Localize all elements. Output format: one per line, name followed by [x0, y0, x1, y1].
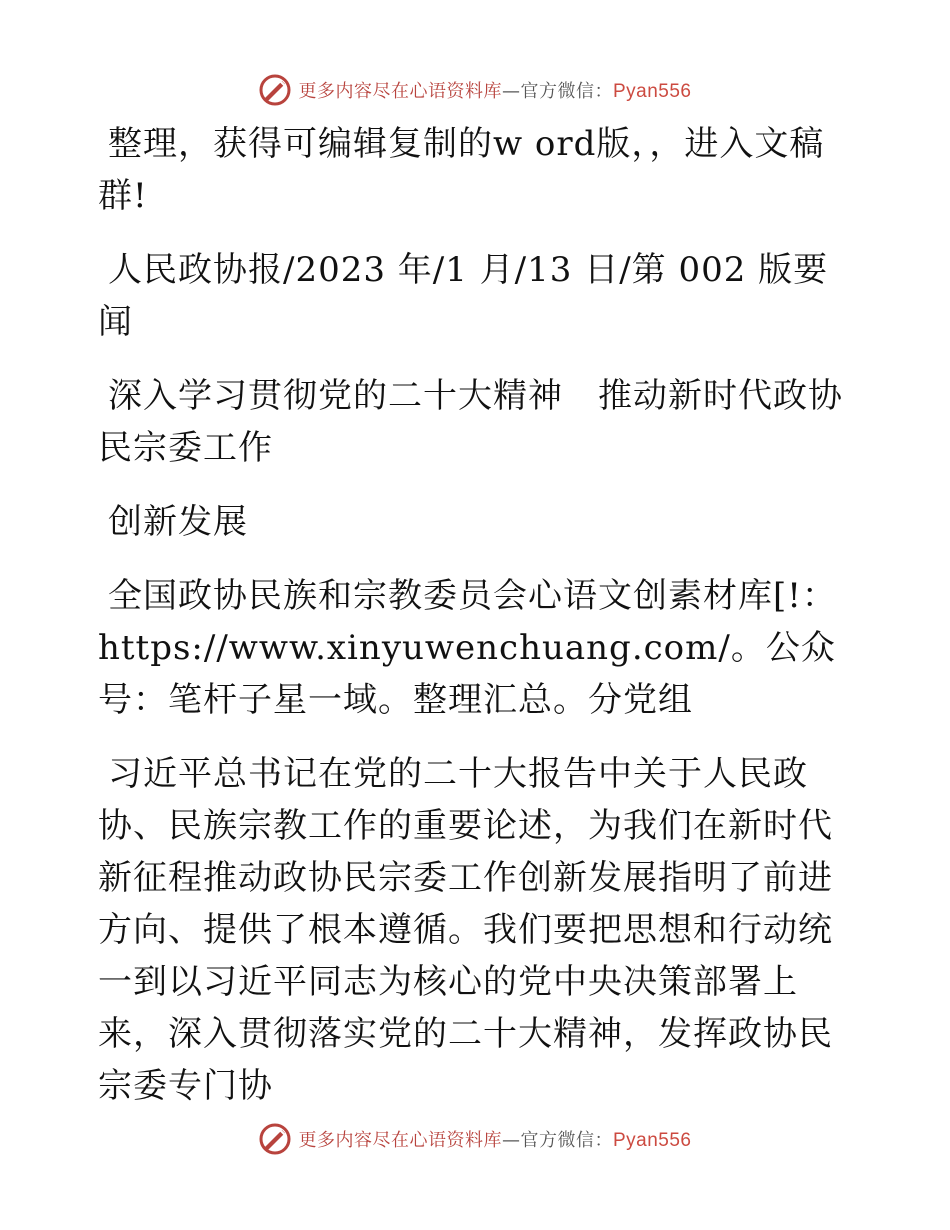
watermark-tail: —官方微信： — [501, 81, 613, 102]
paragraph-intro: 整理，获得可编辑复制的w ord版，，进入文稿群! — [98, 124, 825, 216]
watermark-header — [0, 73, 950, 107]
watermark-id: Pyan556 — [612, 81, 692, 102]
paragraph-author: 全国政协民族和宗教委员会心语文创素材库[!：https://www.xinyuwenchuang.com/。公众号：笔杆子星一域。整理汇总。分党组 — [98, 576, 837, 720]
document-body — [98, 118, 858, 1112]
pen-quill-logo-icon — [258, 1122, 292, 1156]
watermark-id: Pyan556 — [612, 1130, 692, 1151]
watermark-text — [298, 77, 691, 103]
watermark-text — [298, 1126, 691, 1152]
pen-quill-logo-icon — [258, 73, 292, 107]
paragraph-body: 习近平总书记在党的二十大报告中关于人民政协、民族宗教工作的重要论述，为我们在新时代新征程推动政协民宗委工作创新发展指明了前进方向、提供了根本遵循。我们要把思想和行动统一到以习近平同志为核心的党中央决策部署上来，深入贯彻落实党的二十大精神，发挥政协民宗委专门协 — [98, 754, 833, 1106]
watermark-main: 更多内容尽在心语资料库 — [298, 1130, 502, 1151]
article-title: 深入学习贯彻党的二十大精神 推动新时代政协民宗委工作 — [98, 376, 843, 468]
article-title-cont: 创新发展 — [108, 502, 248, 542]
watermark-main: 更多内容尽在心语资料库 — [298, 81, 502, 102]
watermark-footer — [0, 1122, 950, 1156]
paragraph-source: 人民政协报/2023 年/1 月/13 日/第 002 版要闻 — [98, 250, 829, 342]
watermark-tail: —官方微信： — [501, 1130, 613, 1151]
